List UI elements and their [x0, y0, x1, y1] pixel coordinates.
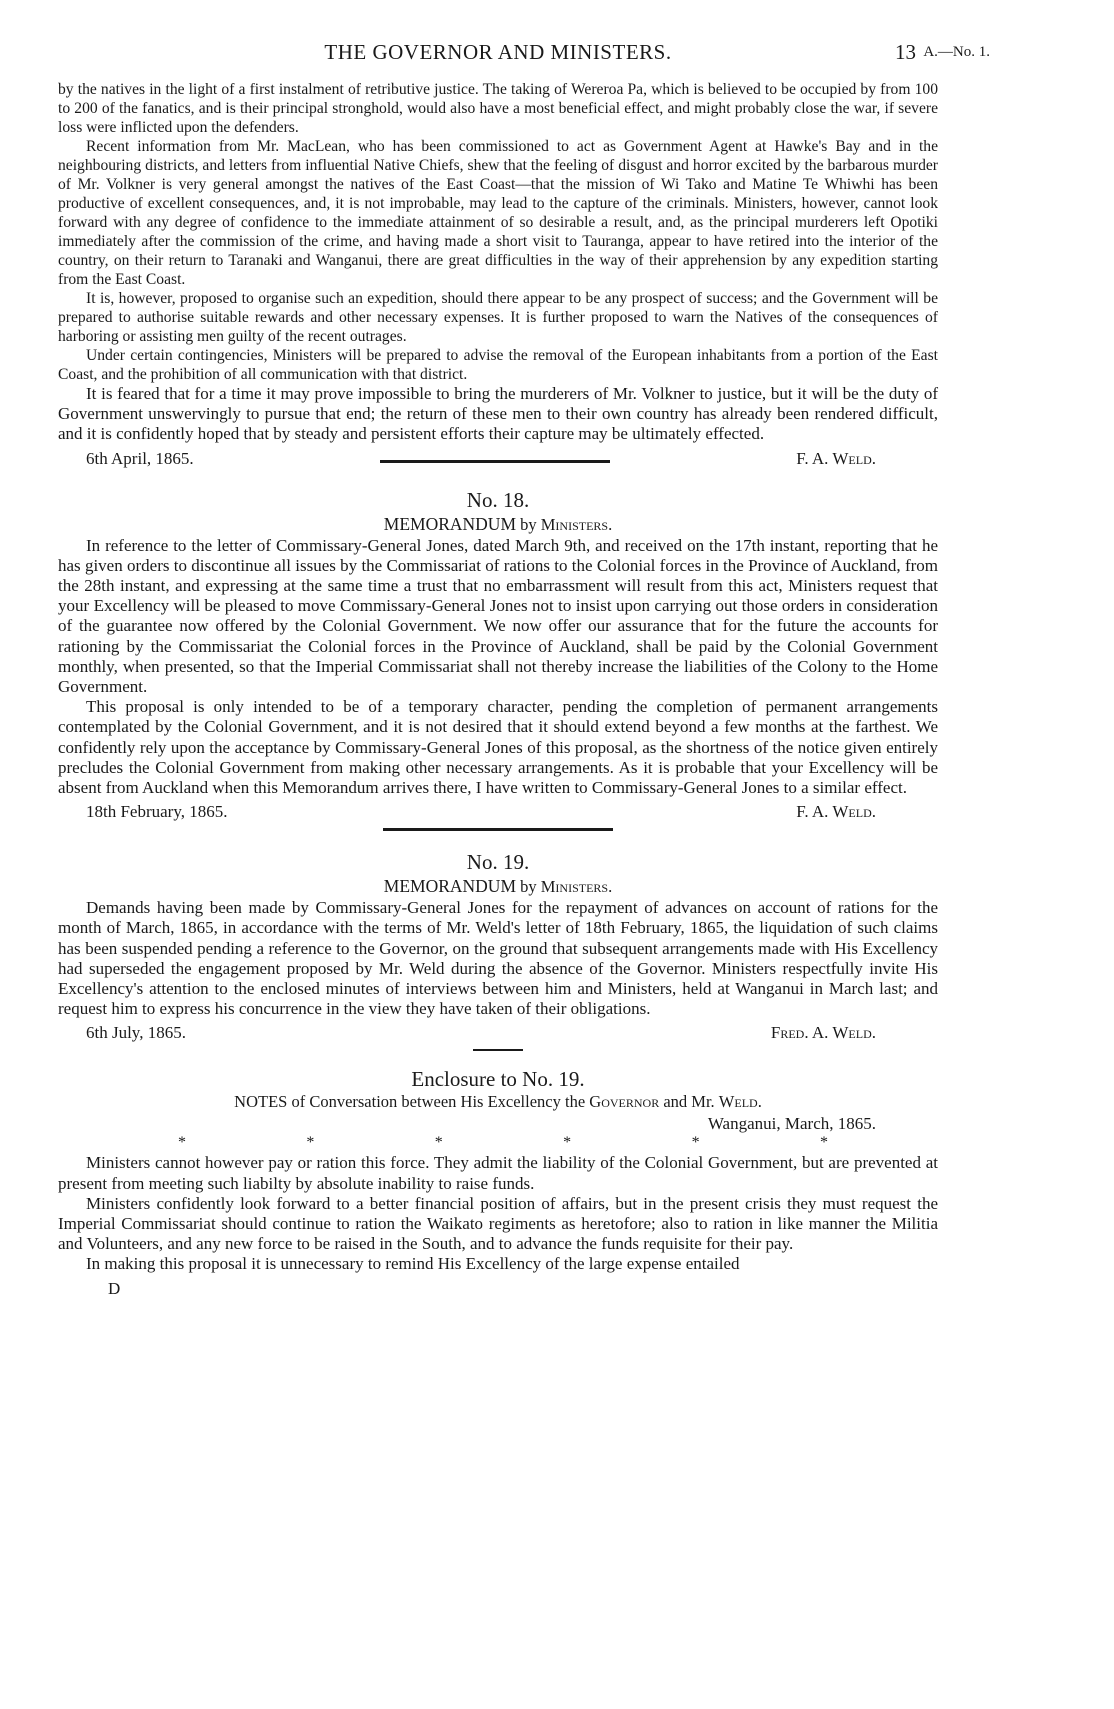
- intro-date: 6th April, 1865.: [86, 448, 194, 468]
- doc-19-signature: Fred. A. Weld.: [770, 1023, 876, 1043]
- intro-paragraph-4: Under certain contingencies, Ministers will be prepared to advise the removal of the European inhabitants from a portion of the East Coast, and the prohibition of all communication with that district.: [58, 347, 938, 383]
- section-divider: [383, 828, 613, 831]
- doc-19-signature-line: [58, 1019, 938, 1043]
- intro-section: [58, 80, 938, 469]
- enclosure-subtitle: NOTES of Conversation between His Excellency the Governor and Mr. Weld.: [234, 1092, 762, 1112]
- enclosure-paragraph-1: Ministers cannot however pay or ration this force. They admit the liability of the Colonial Government, but are prevented at present from meeting such liabilty by absolute inability to raise funds.: [58, 1153, 938, 1193]
- doc-18-title: MEMORANDUM by Ministers.: [383, 513, 613, 534]
- doc-19-paragraph-1: Demands having been made by Commissary-General Jones for the repayment of advances on account of rations for the month of March, 1865, in accordance with the terms of Mr. Weld's letter of 18th February, 1865, the liquidation of such claims has been suspended pending a reference to the Governor, on the ground that subsequent arrangements made with His Excellency had superseded the engagement proposed by Mr. Weld during the absence of the Governor. Ministers respectfully invite His Excellency's attention to the enclosed minutes of interviews between him and Ministers, held at Wanganui in March last; and request him to express his concurrence in the view they have taken of their obligations.: [58, 898, 938, 1019]
- running-title: THE GOVERNOR AND MINISTERS.: [324, 40, 672, 64]
- memorandum-18: [58, 487, 938, 832]
- intro-paragraph-2: Recent information from Mr. MacLean, who has been commissioned to act as Government Agent at Hawke's Bay and in the neighbouring districts, and letters from influential Native Chiefs, shew that the feeling of disgust and horror excited by the barbarous murder of Mr. Volkner is very general amongst the natives of the East Coast—that the mission of Wi Tako and Matine Te Whiwhi has been productive of excellent consequences, and, it is not improbable, may lead to the capture of the criminals. Ministers, however, cannot look forward with any degree of confidence to the immediate attainment of so desirable a result, and, as the principal murderers left Opotiki immediately after the commission of the crime, and having made a short visit to Tauranga, appear to have retired into the interior of the country, on their return to Taranaki and Wanganui, there are great difficulties in the way of their apprehension by any expedition starting from the East Coast.: [58, 138, 938, 288]
- intro-signature: F. A. Weld.: [796, 448, 876, 468]
- intro-paragraph-1: by the natives in the light of a first instalment of retributive justice. The taking of Wereroa Pa, which is believed to be occupied by from 100 to 200 of the fanatics, and is their principal stronghold, would also have a most beneficial effect, and might probably close the war, if severe loss were inflicted upon the defenders.: [58, 81, 938, 136]
- enclosure-paragraph-2: Ministers confidently look forward to a better financial position of affairs, but in the present crisis they must request the Imperial Commissariat should continue to ration the Waikato regiments as heretofore; also to ration in like manner the Militia and Volunteers, and any new force to be raised in the South, and to advance the funds requisite for their pay.: [58, 1193, 938, 1254]
- signature-letter: D: [108, 1278, 121, 1298]
- enclosure-19: [58, 1067, 938, 1298]
- doc-18-paragraph-2: This proposal is only intended to be of a temporary character, pending the completion of permanent arrangements contemplated by the Colonial Government, and it is not desired that it should extend beyond a few months at the farthest. We confidently rely upon the acceptance by Commissary-General Jones of this proposal, as the shortness of the notice given entirely precludes the Colonial Government from making other necessary arrangements. As it is probable that your Excellency will be absent from Auckland when this Memorandum arrives there, I have written to Commissary-General Jones to a similar effect.: [58, 697, 938, 798]
- ellipsis-stars: * * * * * *: [178, 1134, 828, 1152]
- enclosure-title: Enclosure to No. 19.: [411, 1067, 585, 1092]
- page-header: [58, 40, 990, 80]
- doc-18-number: No. 18.: [466, 487, 530, 512]
- doc-19-title: MEMORANDUM by Ministers.: [383, 876, 613, 897]
- document-page: [58, 40, 990, 1299]
- intro-signature-line: [58, 445, 938, 469]
- doc-18-date: 18th February, 1865.: [86, 802, 228, 822]
- doc-18-signature: F. A. Weld.: [796, 802, 876, 822]
- doc-19-date: 6th July, 1865.: [86, 1023, 186, 1043]
- page-number: 13: [895, 40, 916, 64]
- doc-18-signature-line: [58, 798, 938, 822]
- intro-paragraph-5: It is feared that for a time it may prove impossible to bring the murderers of Mr. Volkner to justice, but it will be the duty of Government unswervingly to pursue that end; the return of these men to their own country has already been rendered difficult, and it is confidently hoped that by steady and persistent efforts their capture may be ultimately effected.: [58, 384, 938, 444]
- section-divider: [473, 1049, 523, 1051]
- memorandum-19: [58, 849, 938, 1051]
- enclosure-place-date: Wanganui, March, 1865.: [707, 1114, 876, 1134]
- section-divider: [380, 460, 610, 463]
- series-number: A.—No. 1.: [923, 44, 990, 60]
- doc-19-number: No. 19.: [466, 850, 530, 875]
- intro-paragraph-3: It is, however, proposed to organise such an expedition, should there appear to be any prospect of success; and the Government will be prepared to authorise suitable rewards and other necessary expenses. It is further proposed to warn the Natives of the consequences of harboring or assisting men guilty of the recent outrages.: [58, 290, 938, 345]
- doc-18-paragraph-1: In reference to the letter of Commissary-General Jones, dated March 9th, and received on the 17th instant, reporting that he has given orders to discontinue all issues by the Commissariat of rations to the Colonial forces in the Province of Auckland, from the 28th instant, and expressing at the same time a trust that no embarrassment will result from this act, Ministers request that your Excellency will be pleased to move Commissary-General Jones not to insist upon carrying out those orders in consideration of the guarantee now offered by the Colonial Government. We now offer our assurance that for the future the accounts for rationing by the Commissariat the Colonial forces in the Province of Auckland, shall be paid by the Colonial Government monthly, when presented, so that the Imperial Commissariat shall not thereby increase the liabilities of the Colony to the Home Government.: [58, 535, 938, 697]
- enclosure-paragraph-3: In making this proposal it is unnecessary to remind His Excellency of the large expense entailed: [86, 1254, 740, 1274]
